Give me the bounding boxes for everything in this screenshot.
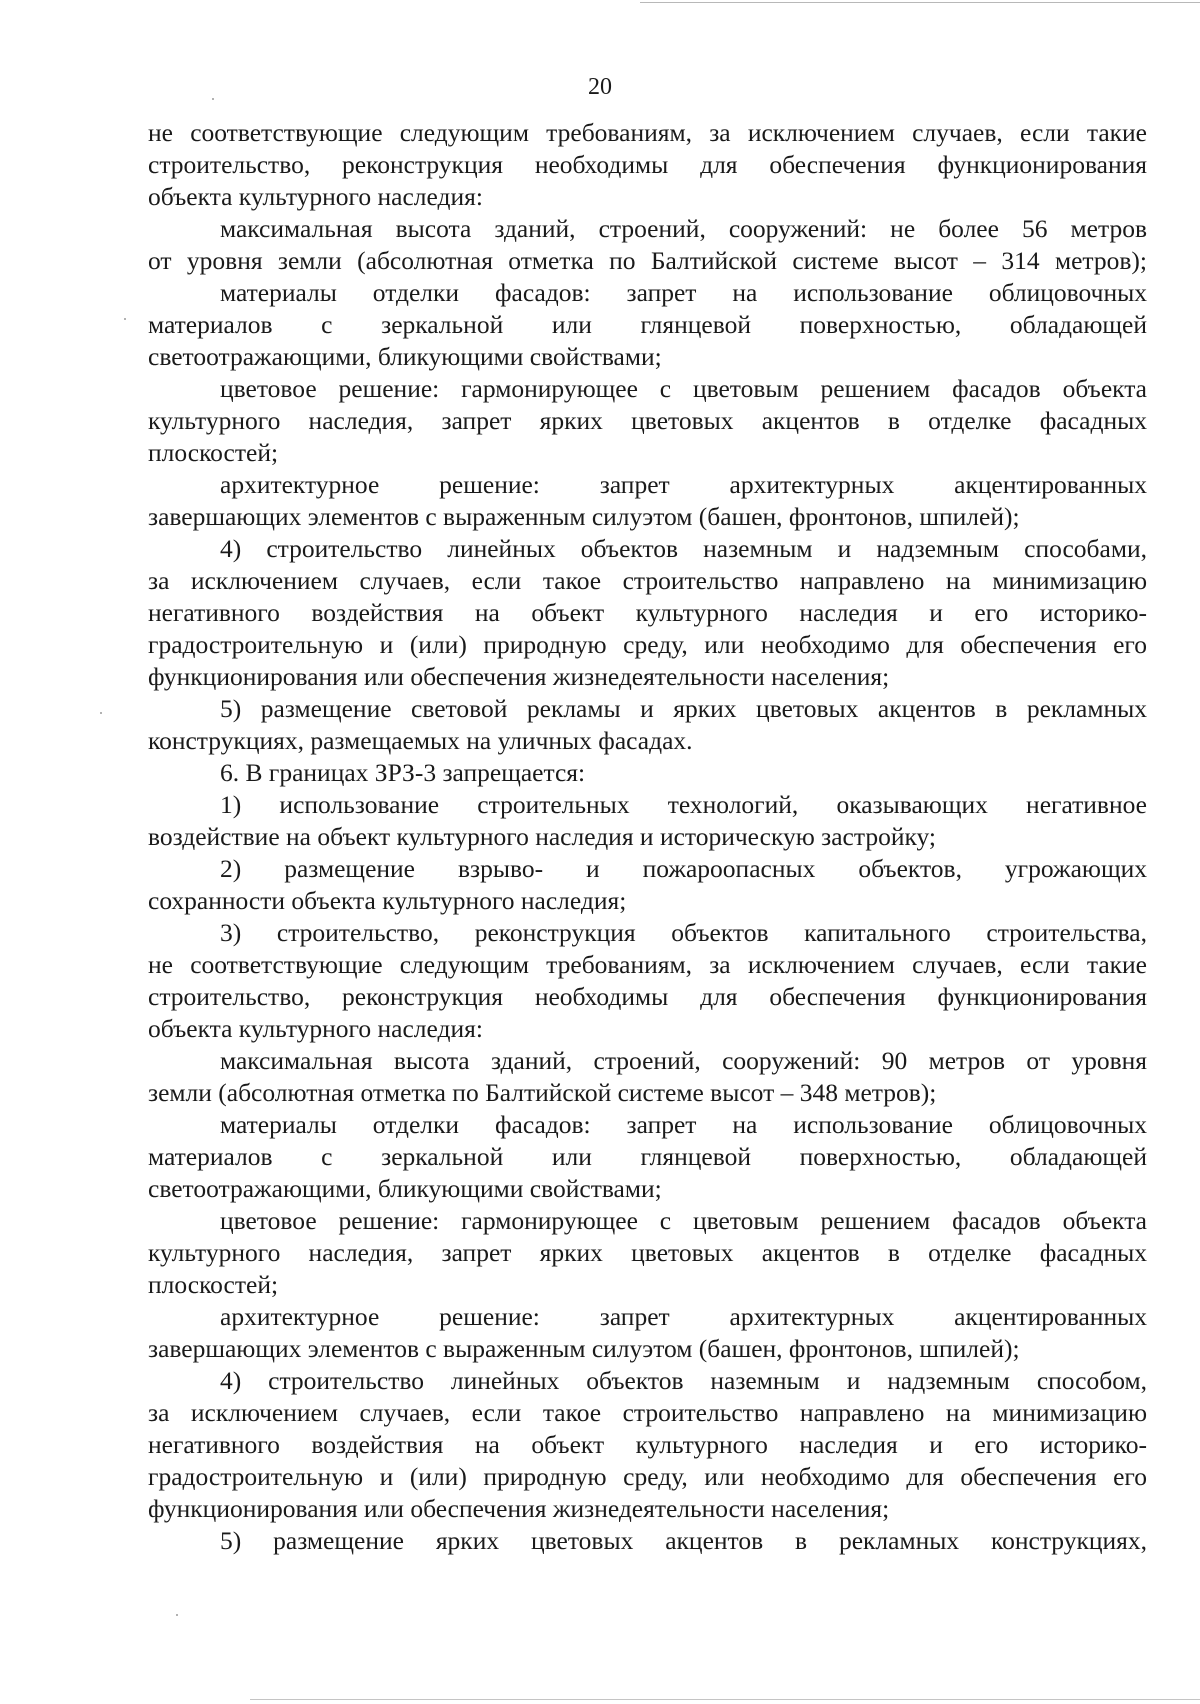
document-body-text (148, 117, 1147, 1557)
text-line: негативного воздействия на объект культурного наследия и его историко- (148, 598, 1147, 627)
scan-speck (124, 318, 126, 320)
text-line: архитектурное решение: запрет архитектурных акцентированных (220, 1302, 1147, 1331)
text-line: 5) размещение ярких цветовых акцентов в рекламных конструкциях, (220, 1526, 1147, 1555)
text-line: плоскостей; (148, 1270, 279, 1299)
text-line: максимальная высота зданий, строений, сооружений: 90 метров от уровня (220, 1046, 1147, 1075)
text-line: цветовое решение: гармонирующее с цветовым решением фасадов объекта (220, 1206, 1147, 1235)
text-line: 4) строительство линейных объектов наземным и надземным способом, (220, 1366, 1147, 1395)
text-line: строительство, реконструкция необходимы для обеспечения функционирования (148, 150, 1147, 179)
text-line: материалы отделки фасадов: запрет на использование облицовочных (220, 278, 1147, 307)
text-line: градостроительную и (или) природную среду, или необходимо для обеспечения его (148, 630, 1147, 659)
text-line: конструкциях, размещаемых на уличных фасадах. (148, 726, 693, 755)
text-line: культурного наследия, запрет ярких цветовых акцентов в отделке фасадных (148, 406, 1147, 435)
text-line: за исключением случаев, если такое строительство направлено на минимизацию (148, 1398, 1147, 1427)
text-line: 5) размещение световой рекламы и ярких цветовых акцентов в рекламных (220, 694, 1147, 723)
text-line: функционирования или обеспечения жизнедеятельности населения; (148, 662, 890, 691)
text-line: строительство, реконструкция необходимы для обеспечения функционирования (148, 982, 1147, 1011)
text-line: негативного воздействия на объект культурного наследия и его историко- (148, 1430, 1147, 1459)
text-line: культурного наследия, запрет ярких цветовых акцентов в отделке фасадных (148, 1238, 1147, 1267)
text-line: 3) строительство, реконструкция объектов капитального строительства, (220, 918, 1147, 947)
text-line: градостроительную и (или) природную среду, или необходимо для обеспечения его (148, 1462, 1147, 1491)
scan-speck (176, 1614, 178, 1616)
scan-edge-line-top (640, 2, 1200, 3)
text-line: не соответствующие следующим требованиям, за исключением случаев, если такие (148, 118, 1147, 147)
text-line: объекта культурного наследия: (148, 182, 483, 211)
text-line: архитектурное решение: запрет архитектурных акцентированных (220, 470, 1147, 499)
text-line: 2) размещение взрыво- и пожароопасных объектов, угрожающих (220, 854, 1147, 883)
text-line: максимальная высота зданий, строений, сооружений: не более 56 метров (220, 214, 1147, 243)
text-line: материалы отделки фасадов: запрет на использование облицовочных (220, 1110, 1147, 1139)
text-line: за исключением случаев, если такое строительство направлено на минимизацию (148, 566, 1147, 595)
scan-speck (100, 712, 102, 714)
text-line: не соответствующие следующим требованиям, за исключением случаев, если такие (148, 950, 1147, 979)
text-line: от уровня земли (абсолютная отметка по Балтийской системе высот – 314 метров); (148, 246, 1147, 275)
scan-edge-line-bottom (250, 1699, 1200, 1700)
text-line: земли (абсолютная отметка по Балтийской системе высот – 348 метров); (148, 1078, 937, 1107)
text-line: светоотражающими, бликующими свойствами; (148, 1174, 662, 1203)
text-line: цветовое решение: гармонирующее с цветовым решением фасадов объекта (220, 374, 1147, 403)
text-line: воздействие на объект культурного наследия и историческую застройку; (148, 822, 936, 851)
text-line: светоотражающими, бликующими свойствами; (148, 342, 662, 371)
text-line: функционирования или обеспечения жизнедеятельности населения; (148, 1494, 890, 1523)
text-line: завершающих элементов с выраженным силуэтом (башен, фронтонов, шпилей); (148, 1334, 1020, 1363)
text-line: плоскостей; (148, 438, 279, 467)
text-line: 4) строительство линейных объектов наземным и надземным способами, (220, 534, 1147, 563)
text-line: сохранности объекта культурного наследия; (148, 886, 627, 915)
text-line: объекта культурного наследия: (148, 1014, 483, 1043)
text-line: материалов с зеркальной или глянцевой поверхностью, обладающей (148, 1142, 1147, 1171)
text-line: завершающих элементов с выраженным силуэтом (башен, фронтонов, шпилей); (148, 502, 1020, 531)
text-line: материалов с зеркальной или глянцевой поверхностью, обладающей (148, 310, 1147, 339)
text-line: 6. В границах ЗРЗ-3 запрещается: (220, 758, 586, 787)
text-line: 1) использование строительных технологий, оказывающих негативное (220, 790, 1147, 819)
page-number: 20 (588, 74, 612, 100)
